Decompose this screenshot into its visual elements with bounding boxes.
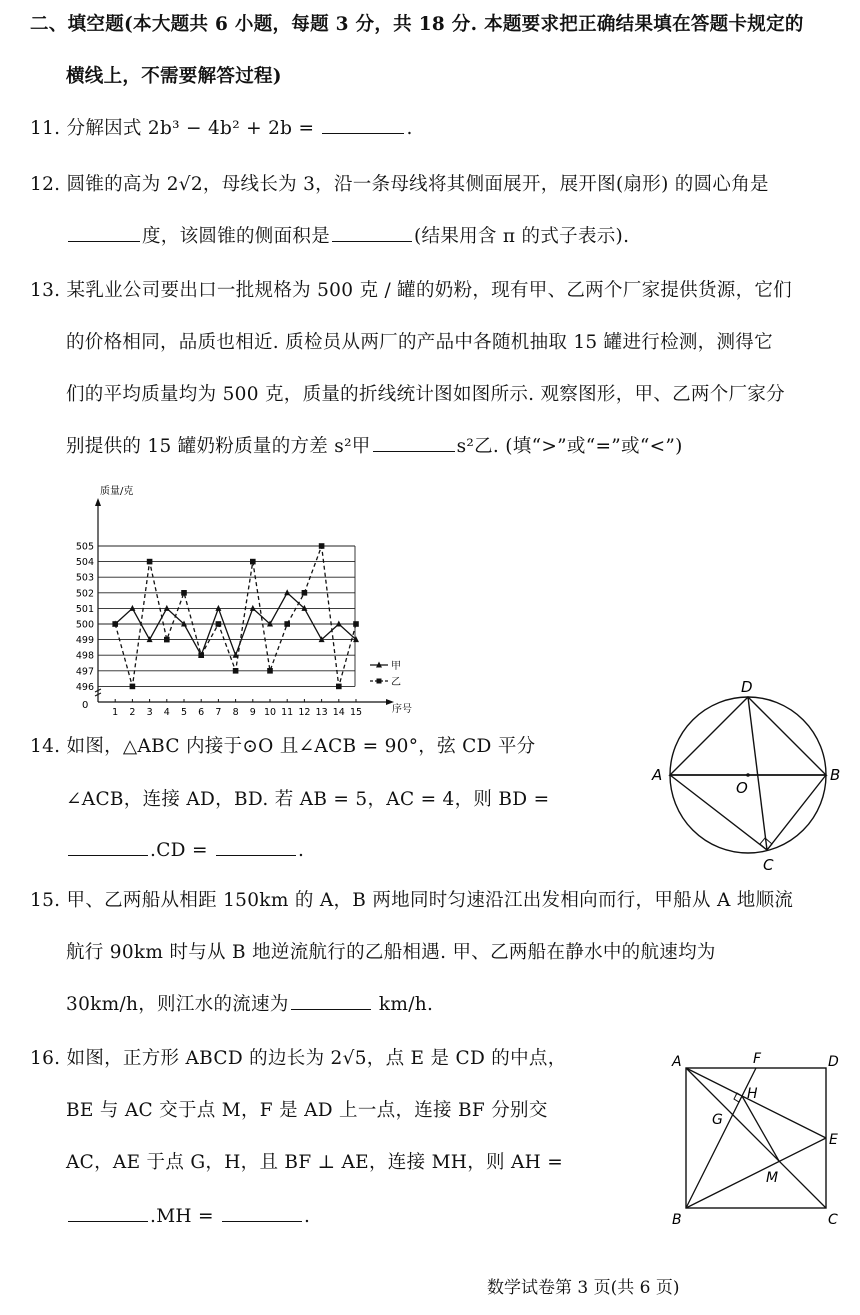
point-yi: [250, 559, 256, 565]
label-e: E: [829, 1132, 838, 1148]
square-figure: [668, 1046, 854, 1246]
point-yi: [164, 637, 170, 643]
section-title-line2: 横线上，不需要解答过程): [66, 66, 282, 87]
x-tick-label: 15: [349, 707, 363, 718]
point-yi: [130, 684, 136, 690]
question-14-line2: ∠ACB，连接 AD，BD. 若 AB = 5，AC = 4，则 BD =: [66, 789, 550, 810]
x-tick-label: 3: [146, 707, 153, 718]
segment-ae: [686, 1068, 826, 1138]
x-tick-label: 8: [232, 707, 239, 718]
point-yi: [181, 590, 187, 596]
question-13: [30, 278, 792, 304]
answer-blank-mh[interactable]: [222, 1205, 302, 1222]
y-axis-arrow: [95, 498, 101, 506]
point-yi: [147, 559, 153, 565]
x-tick-label: 6: [198, 707, 205, 718]
y-tick-label: 497: [75, 666, 94, 678]
y-tick-label: 500: [75, 619, 94, 631]
question-text: CD =: [156, 840, 208, 861]
point-yi: [198, 652, 204, 658]
question-number: 14.: [30, 736, 61, 757]
question-16-line4: [66, 1204, 310, 1230]
triangle-abd: [670, 697, 826, 775]
x-tick-label: 12: [298, 707, 311, 718]
y-tick-label: 503: [75, 572, 94, 584]
y-tick-label: 505: [75, 541, 94, 553]
punct: .: [304, 1206, 311, 1227]
question-text: 30km/h，则江水的流速为: [66, 994, 289, 1015]
y-tick-label: 502: [75, 588, 94, 600]
chord-cd: [748, 697, 767, 850]
x-tick-label: 10: [263, 707, 277, 718]
quality-line-chart: [70, 480, 430, 720]
question-number: 13.: [30, 280, 61, 301]
punct: .: [406, 118, 413, 139]
segment-be: [686, 1138, 826, 1208]
question-16-line2: BE 与 AC 交于点 M，F 是 AD 上一点，连接 BF 分别交: [66, 1100, 548, 1121]
x-axis-label: 序号: [392, 704, 412, 715]
question-text: 分解因式 2b³ − 4b² + 2b =: [66, 118, 315, 139]
x-tick-label: 9: [249, 707, 256, 718]
x-tick-label: 14: [332, 707, 345, 718]
point-yi: [284, 621, 290, 627]
chart-legend: [370, 660, 401, 688]
question-15-line2: 航行 90km 时与从 B 地逆流航行的乙船相遇. 甲、乙两船在静水中的航速均为: [66, 942, 716, 963]
label-b: B: [672, 1212, 682, 1228]
punct: .: [297, 840, 305, 861]
label-m: M: [766, 1170, 779, 1186]
y-axis-label: 质量/克: [100, 486, 134, 497]
circle-figure: [648, 676, 848, 876]
segment-bf: [686, 1068, 756, 1208]
label-c: C: [763, 856, 774, 874]
label-d: D: [828, 1054, 839, 1070]
question-15: [30, 888, 793, 914]
label-c: C: [828, 1212, 838, 1228]
question-number: 11.: [30, 118, 61, 139]
answer-blank-cd[interactable]: [216, 839, 296, 856]
x-tick-label: 13: [315, 707, 328, 718]
point-yi: [302, 590, 308, 596]
question-text: 某乳业公司要出口一批规格为 500 克 / 罐的奶粉，现有甲、乙两个厂家提供货源，它们: [66, 280, 792, 301]
question-text: 圆锥的高为 2√2，母线长为 3，沿一条母线将其侧面展开，展开图(扇形) 的圆心角是: [66, 174, 769, 195]
origin-label: 0: [82, 700, 89, 711]
point-jia: [336, 621, 342, 627]
y-tick-label: 498: [75, 650, 94, 662]
label-o: O: [736, 779, 748, 797]
question-text: 度，该圆锥的侧面积是: [142, 226, 331, 247]
answer-blank-ah[interactable]: [68, 1205, 148, 1222]
x-tick-label: 5: [180, 707, 188, 718]
label-g: G: [712, 1112, 723, 1128]
chart-ticks: [76, 542, 362, 719]
legend-marker: [377, 679, 382, 684]
point-yi: [336, 684, 342, 690]
label-a: A: [652, 766, 663, 784]
point-jia: [284, 589, 290, 595]
x-tick-label: 11: [281, 707, 294, 718]
point-jia: [164, 605, 170, 611]
question-text: s²乙. (填“>”或“=”或“<”): [456, 436, 683, 457]
point-jia: [129, 605, 135, 611]
answer-blank-angle[interactable]: [68, 225, 140, 242]
point-yi: [112, 621, 118, 627]
x-tick-label: 2: [129, 707, 136, 718]
y-tick-label: 496: [75, 681, 94, 693]
legend-label: 甲: [391, 661, 401, 672]
chart-grid: [95, 498, 394, 705]
x-tick-label: 7: [215, 707, 222, 718]
label-f: F: [753, 1051, 762, 1067]
question-number: 16.: [30, 1048, 61, 1069]
question-number: 12.: [30, 174, 61, 195]
y-tick-label: 499: [75, 635, 94, 647]
question-text: km/h.: [378, 994, 434, 1015]
point-yi: [267, 668, 273, 674]
chart-series: [112, 543, 359, 689]
label-d: D: [741, 678, 753, 696]
question-16-line3: AC，AE 于点 G，H，且 BF ⊥ AE，连接 MH，则 AH =: [66, 1152, 564, 1173]
legend-label: 乙: [391, 677, 401, 688]
question-12-line2: [66, 224, 629, 250]
question-text: 别提供的 15 罐奶粉质量的方差 s²甲: [66, 436, 371, 457]
punct: .: [150, 840, 157, 861]
question-13-line3: 们的平均质量均为 500 克，质量的折线统计图如图所示. 观察图形，甲、乙两个厂家分: [66, 384, 785, 405]
question-text: 如图，正方形 ABCD 的边长为 2√5，点 E 是 CD 的中点，: [66, 1048, 567, 1069]
question-12: [30, 172, 769, 198]
question-11: [30, 116, 413, 142]
question-text: MH =: [156, 1206, 214, 1227]
label-h: H: [747, 1086, 758, 1102]
triangle-acb: [670, 775, 826, 850]
answer-blank[interactable]: [322, 117, 404, 134]
point-yi: [216, 621, 222, 627]
y-tick-label: 501: [75, 603, 94, 615]
point-jia: [215, 605, 221, 611]
center-point: [746, 773, 750, 777]
question-number: 15.: [30, 890, 61, 911]
point-yi: [353, 621, 359, 627]
question-text: 如图，△ABC 内接于⊙O 且∠ACB = 90°，弦 CD 平分: [66, 736, 536, 757]
question-13-line2: 的价格相同，品质也相近. 质检员从两厂的产品中各随机抽取 15 罐进行检测，测得它: [66, 332, 773, 353]
point-yi: [319, 543, 325, 549]
question-14-line3: [66, 838, 304, 864]
punct: .: [150, 1206, 157, 1227]
answer-blank[interactable]: [291, 993, 371, 1010]
answer-blank-bd[interactable]: [68, 839, 148, 856]
question-16: [30, 1046, 567, 1072]
section-title-line1: 二、填空题(本大题共 6 小题，每题 3 分，共 18 分. 本题要求把正确结果填在答题卡规定的: [30, 14, 804, 35]
question-13-line4: [66, 434, 683, 460]
question-text: (结果用含 π 的式子表示).: [414, 226, 630, 247]
question-14: [30, 734, 535, 760]
label-a: A: [672, 1054, 682, 1070]
answer-blank[interactable]: [373, 435, 455, 452]
point-yi: [233, 668, 239, 674]
series-line-1: [115, 546, 356, 686]
question-15-line3: [66, 992, 433, 1018]
x-tick-label: 4: [163, 707, 170, 718]
question-text: 甲、乙两船从相距 150km 的 A，B 两地同时匀速沿江出发相向而行，甲船从 A 地顺流: [66, 890, 794, 911]
page-footer: 数学试卷第 3 页(共 6 页): [487, 1278, 680, 1298]
y-tick-label: 504: [75, 557, 94, 569]
answer-blank-area[interactable]: [332, 225, 412, 242]
x-tick-label: 1: [112, 707, 119, 718]
label-b: B: [830, 766, 841, 784]
point-jia: [250, 605, 256, 611]
